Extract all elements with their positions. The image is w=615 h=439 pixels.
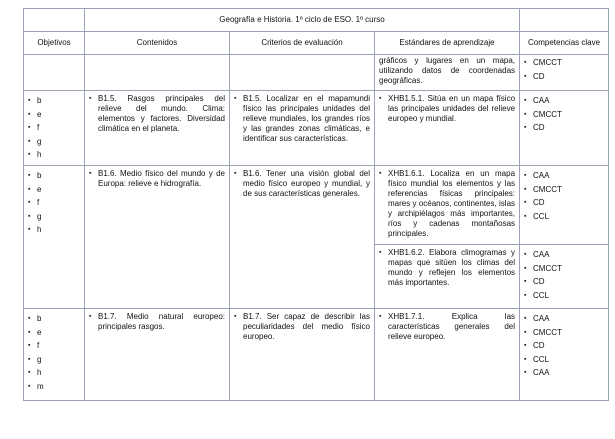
objetivo-item: ▪ e bbox=[28, 183, 80, 197]
competencia-item: ▪ CMCCT bbox=[524, 183, 604, 197]
objetivos-list bbox=[28, 169, 80, 237]
objetivo-item: ▪ h bbox=[28, 223, 80, 237]
contenido-item: ▪ B1.5. Rasgos principales del relieve del mundo. Clima: elementos y factores. Diversidad climática en el planeta. bbox=[89, 94, 225, 134]
objetivo-item: ▪ f bbox=[28, 339, 80, 353]
objetivo-item: ▪ h bbox=[28, 366, 80, 380]
objetivos-cell bbox=[24, 308, 85, 400]
competencia-item: ▪ CD bbox=[524, 196, 604, 210]
objetivo-item: ▪ g bbox=[28, 210, 80, 224]
contenidos-cell bbox=[85, 308, 230, 400]
competencia-item: ▪ CMCCT bbox=[524, 262, 604, 276]
table-row bbox=[24, 165, 609, 244]
estandar-cell bbox=[375, 165, 520, 244]
competencia-item: ▪ CAA bbox=[524, 248, 604, 262]
header-contenidos: Contenidos bbox=[85, 32, 230, 55]
objetivo-item: ▪ m bbox=[28, 380, 80, 394]
competencias-list bbox=[524, 94, 604, 135]
criterio-item: ▪ B1.7. Ser capaz de describir las peculiaridades del medio físico europeo. bbox=[234, 312, 370, 342]
contenidos-cell bbox=[85, 55, 230, 91]
contenido-item: ▪ B1.6. Medio físico del mundo y de Europa: relieve e hidrografía. bbox=[89, 169, 225, 189]
competencia-item: ▪ CCL bbox=[524, 289, 604, 303]
competencia-item: ▪ CAA bbox=[524, 366, 604, 380]
competencia-item: ▪ CAA bbox=[524, 169, 604, 183]
competencia-item: ▪ CD bbox=[524, 70, 604, 84]
table-row bbox=[24, 308, 609, 400]
criterio-item: ▪ B1.6. Tener una visión global del medio físico europeo y mundial, y de sus características generales. bbox=[234, 169, 370, 199]
objetivo-item: ▪ e bbox=[28, 326, 80, 340]
criterios-cell bbox=[230, 55, 375, 91]
estandar-item: ▪ XHB1.7.1. Explica las características generales del relieve europeo. bbox=[379, 312, 515, 342]
header-criterios: Criterios de evaluación bbox=[230, 32, 375, 55]
competencia-item: ▪ CMCCT bbox=[524, 108, 604, 122]
header-estandares: Estándares de aprendizaje bbox=[375, 32, 520, 55]
criterio-item: ▪ B1.5. Localizar en el mapamundi físico las principales unidades del relieve mundiales, los grandes ríos y las grandes zonas climáticas, e identificar sus características. bbox=[234, 94, 370, 144]
competencias-list bbox=[524, 169, 604, 223]
title-row bbox=[24, 9, 609, 32]
table-row bbox=[24, 55, 609, 91]
competencias-cell bbox=[520, 165, 609, 244]
competencias-list bbox=[524, 312, 604, 380]
objetivo-item: ▪ b bbox=[28, 94, 80, 108]
objetivo-item: ▪ g bbox=[28, 135, 80, 149]
objetivo-item: ▪ h bbox=[28, 148, 80, 162]
objetivos-cell bbox=[24, 91, 85, 166]
estandar-cell bbox=[375, 55, 520, 91]
header-competencias: Competencias clave bbox=[520, 32, 609, 55]
competencias-list bbox=[524, 56, 604, 83]
competencia-item: ▪ CD bbox=[524, 275, 604, 289]
competencia-item: ▪ CD bbox=[524, 121, 604, 135]
objetivo-item: ▪ g bbox=[28, 353, 80, 367]
competencia-item: ▪ CAA bbox=[524, 312, 604, 326]
criterios-cell bbox=[230, 165, 375, 308]
estandar-text: gráficos y lugares en un mapa, utilizando datos de coordenadas geográficas. bbox=[379, 56, 516, 85]
competencia-item: ▪ CCL bbox=[524, 210, 604, 224]
estandar-cell bbox=[375, 91, 520, 166]
objetivo-item: ▪ b bbox=[28, 312, 80, 326]
competencias-cell bbox=[520, 308, 609, 400]
objetivos-list bbox=[28, 94, 80, 162]
curriculum-table bbox=[23, 8, 609, 401]
table-row bbox=[24, 91, 609, 166]
title-spacer-right bbox=[520, 9, 609, 32]
estandar-item: ▪ XHB1.5.1. Sitúa en un mapa físico las principales unidades del relieve europeo y mundial. bbox=[379, 94, 515, 124]
estandar-cell bbox=[375, 308, 520, 400]
objetivo-item: ▪ e bbox=[28, 108, 80, 122]
table-title: Geografía e Historia. 1º ciclo de ESO. 1º curso bbox=[85, 9, 520, 32]
contenido-item: ▪ B1.7. Medio natural europeo: principales rasgos. bbox=[89, 312, 225, 332]
title-spacer bbox=[24, 9, 85, 32]
objetivos-list bbox=[28, 312, 80, 394]
competencia-item: ▪ CD bbox=[524, 339, 604, 353]
competencias-cell bbox=[520, 244, 609, 308]
estandar-cell bbox=[375, 244, 520, 308]
header-objetivos: Objetivos bbox=[24, 32, 85, 55]
objetivos-cell bbox=[24, 165, 85, 308]
contenidos-cell bbox=[85, 91, 230, 166]
competencia-item: ▪ CAA bbox=[524, 94, 604, 108]
objetivos-cell bbox=[24, 55, 85, 91]
header-row bbox=[24, 32, 609, 55]
objetivo-item: ▪ b bbox=[28, 169, 80, 183]
competencia-item: ▪ CCL bbox=[524, 353, 604, 367]
criterios-cell bbox=[230, 308, 375, 400]
contenidos-cell bbox=[85, 165, 230, 308]
criterios-cell bbox=[230, 91, 375, 166]
objetivo-item: ▪ f bbox=[28, 196, 80, 210]
competencia-item: ▪ CMCCT bbox=[524, 326, 604, 340]
competencias-list bbox=[524, 248, 604, 302]
objetivo-item: ▪ f bbox=[28, 121, 80, 135]
estandar-item: ▪ XHB1.6.1. Localiza en un mapa físico mundial los elementos y las referencias físicas principales: mares y océanos, continentes, islas y archipiélagos más importantes, ríos y cadenas montañosas principales. bbox=[379, 169, 515, 239]
competencias-cell bbox=[520, 55, 609, 91]
competencia-item: ▪ CMCCT bbox=[524, 56, 604, 70]
competencias-cell bbox=[520, 91, 609, 166]
estandar-item: ▪ XHB1.6.2. Elabora climogramas y mapas que sitúen los climas del mundo y reflejen los elementos más importantes. bbox=[379, 248, 515, 288]
